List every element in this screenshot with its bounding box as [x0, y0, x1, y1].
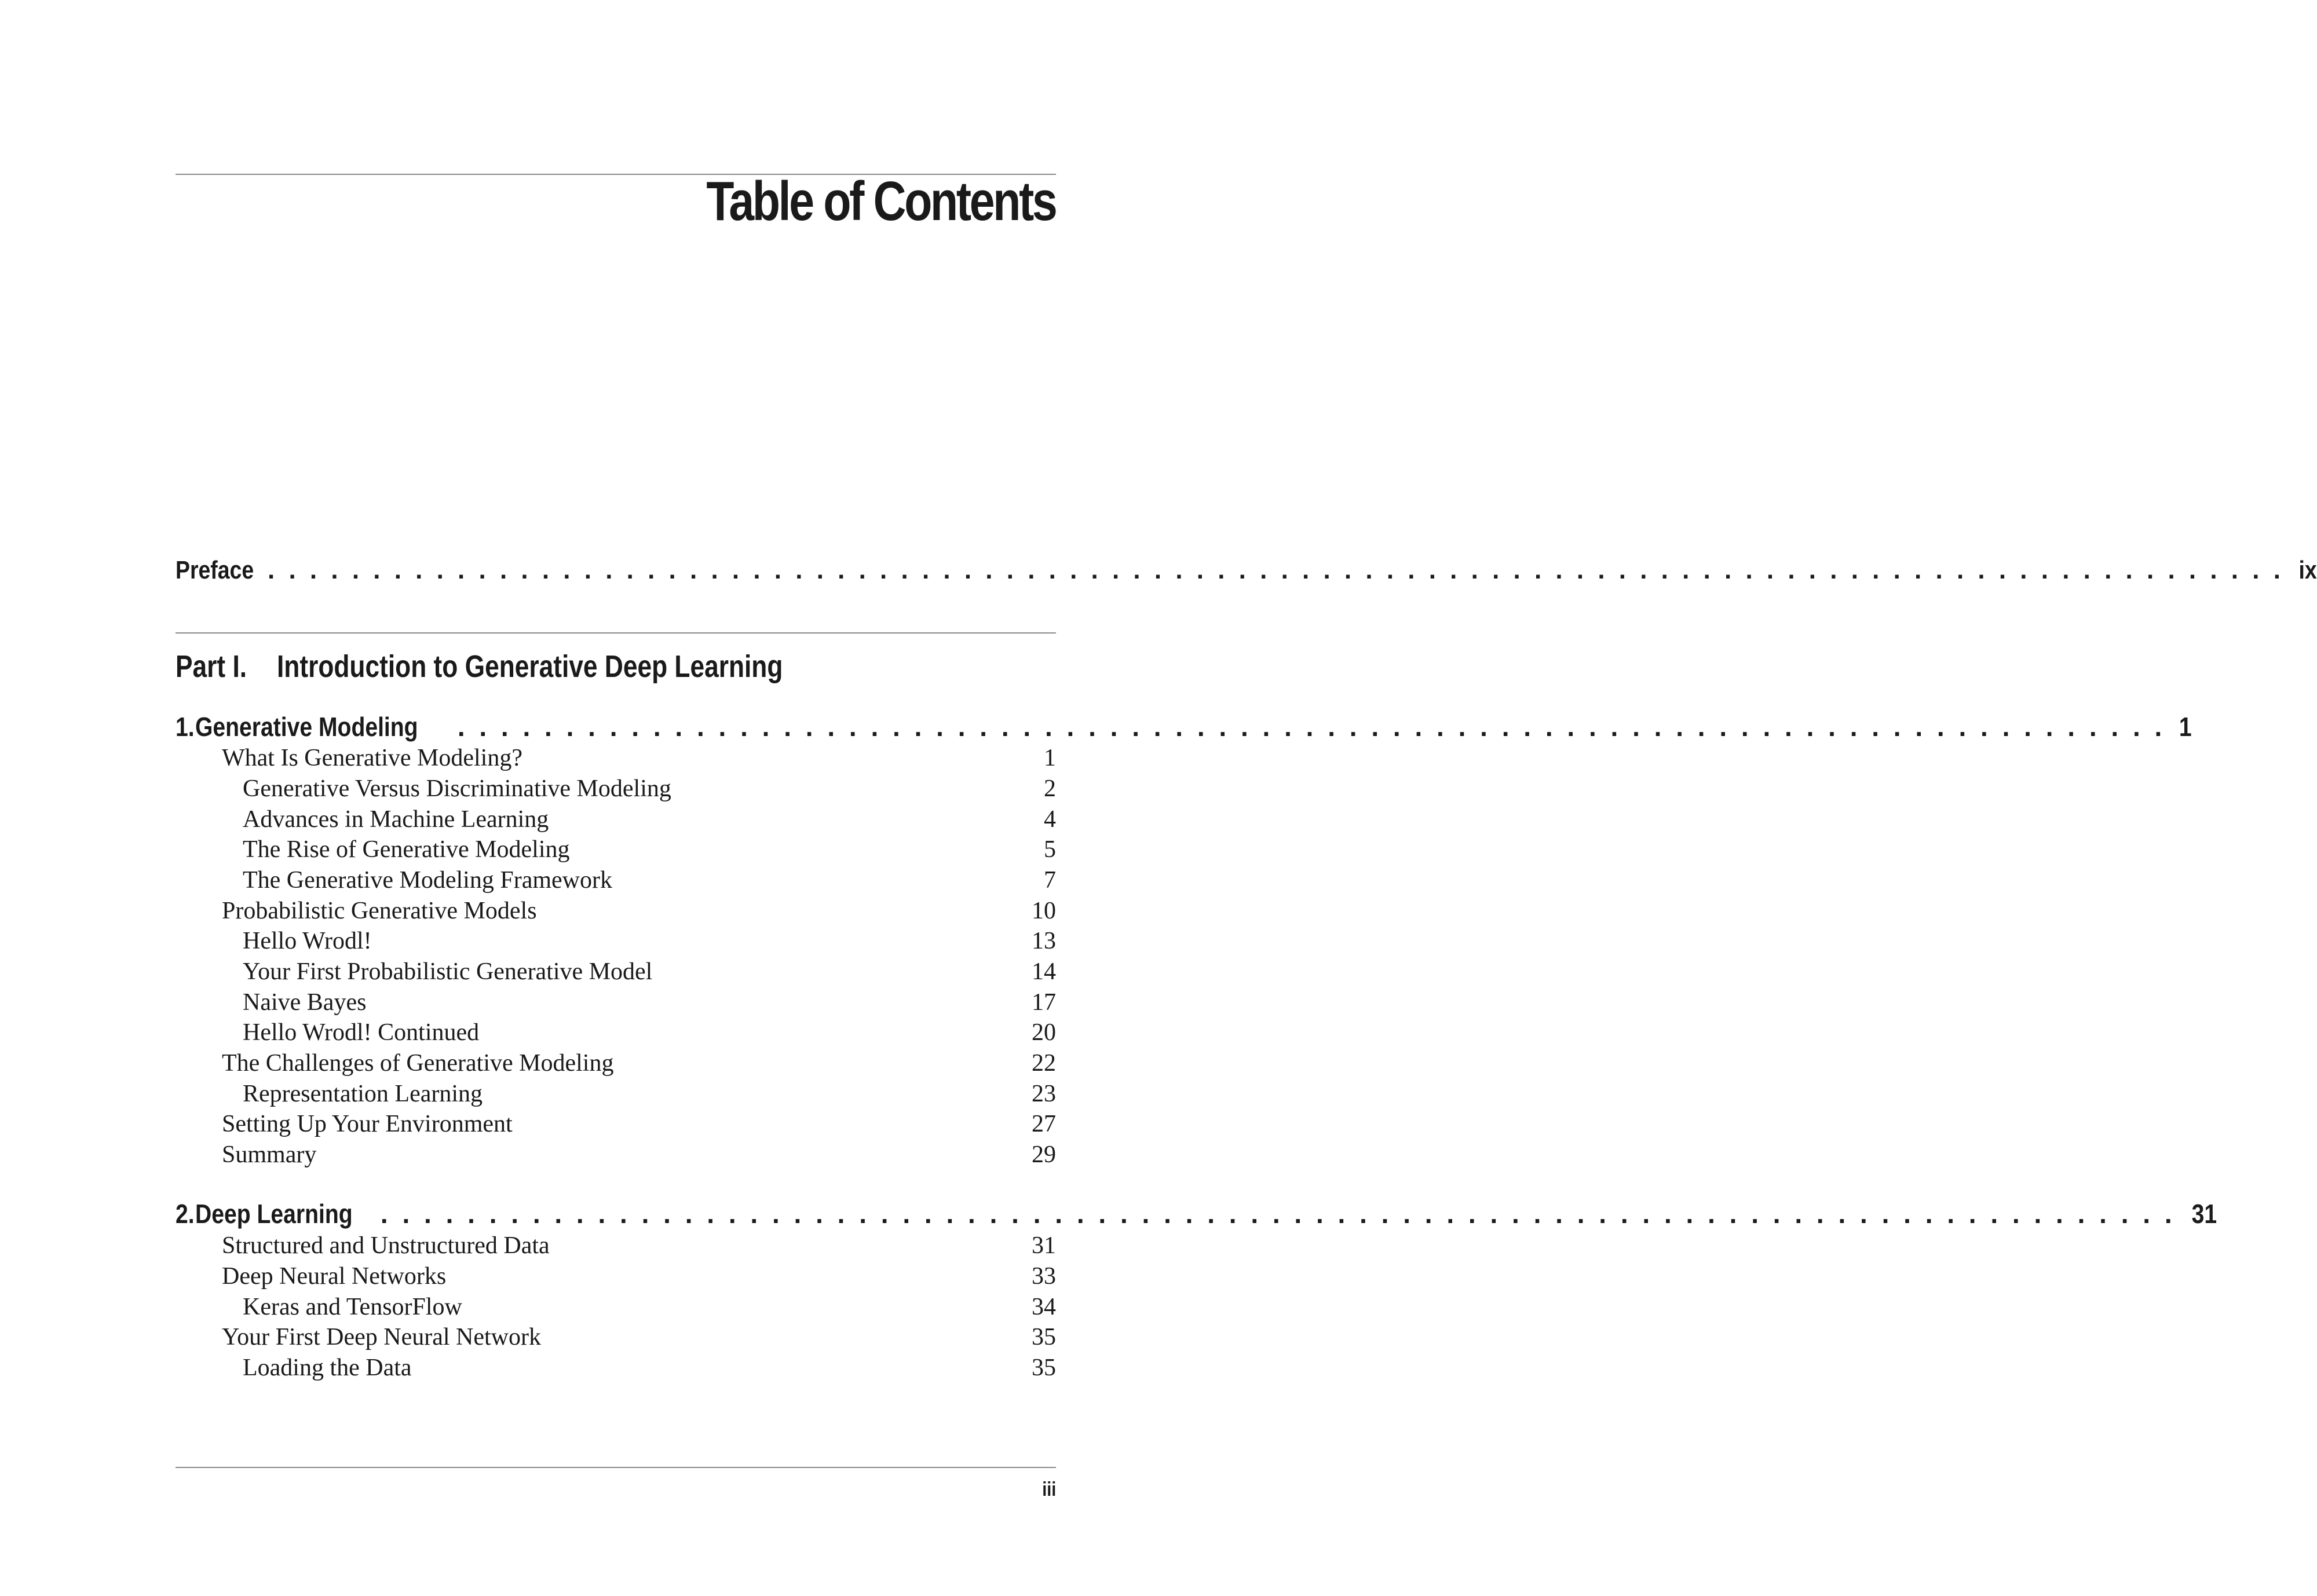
entry-title: Setting Up Your Environment — [222, 1111, 513, 1137]
chapter-number: 1. — [176, 712, 195, 742]
entry-page: 5 — [1044, 836, 1056, 863]
part-title: Introduction to Generative Deep Learning — [277, 649, 783, 684]
entry-page: 14 — [1032, 958, 1056, 985]
toc-preface-row[interactable] — [176, 556, 2317, 585]
entry-title: Your First Probabilistic Generative Model — [243, 958, 653, 985]
preface-page: ix — [2298, 556, 2317, 584]
entry-page: 22 — [1032, 1050, 1056, 1077]
chapter-title: Generative Modeling — [195, 712, 418, 742]
entry-page: 17 — [1032, 989, 1056, 1016]
entry-page: 34 — [1032, 1294, 1056, 1320]
entry-title: Deep Neural Networks — [222, 1263, 447, 1290]
entry-page: 29 — [1032, 1141, 1056, 1168]
toc-chapter-row[interactable] — [176, 1198, 2217, 1229]
entry-title: Loading the Data — [243, 1355, 412, 1381]
entry-page: 23 — [1032, 1081, 1056, 1107]
entry-title: Your First Deep Neural Network — [222, 1324, 541, 1350]
chapter-page: 1 — [2179, 712, 2192, 742]
entry-title: Naive Bayes — [243, 989, 367, 1016]
entry-title: The Generative Modeling Framework — [243, 867, 612, 894]
entry-title: The Challenges of Generative Modeling — [222, 1050, 614, 1077]
page-number: iii — [1041, 1478, 1056, 1500]
entry-title: Summary — [222, 1141, 317, 1168]
entry-title: What Is Generative Modeling? — [222, 745, 522, 771]
entry-title: Keras and TensorFlow — [243, 1294, 462, 1320]
entry-page: 20 — [1032, 1019, 1056, 1046]
entry-title: Hello Wrodl! — [243, 928, 372, 954]
entry-page: 27 — [1032, 1111, 1056, 1137]
leader-dots: . . . . . . . . . . . . . . . . . . . . . . . . . . . . . . . . . . . . . . . . . . . . . . . . . . . . . . . . . . . . . . . . . . . . . . . . . . . . . . . — [457, 712, 2166, 742]
entry-page: 2 — [1044, 775, 1056, 802]
part-rule — [176, 632, 1056, 634]
page-title: Table of Contents — [706, 170, 1056, 232]
chapter-number: 2. — [176, 1199, 195, 1229]
entry-title: Advances in Machine Learning — [243, 806, 549, 833]
leader-dots: . . . . . . . . . . . . . . . . . . . . . . . . . . . . . . . . . . . . . . . . . . . . . . . . . . . . . . . . . . . . . . . . . . . . . . . . . . . . . . . . . . . — [380, 1199, 2176, 1229]
chapter-page: 31 — [2191, 1199, 2217, 1229]
entry-page: 10 — [1032, 898, 1056, 924]
toc-chapter-row[interactable] — [176, 711, 2192, 742]
entry-title: The Rise of Generative Modeling — [243, 836, 570, 863]
part-label: Part I. — [176, 649, 247, 684]
part-heading — [176, 649, 783, 684]
leader-dots: . . . . . . . . . . . . . . . . . . . . . . . . . . . . . . . . . . . . . . . . . . . . . . . . . . . . . . . . . . . . . . . . . . . . . . . . . . . . . . . . . . . . . . . . . . . . . . . . — [268, 556, 2284, 584]
footer-rule — [176, 1467, 1056, 1468]
entry-page: 35 — [1032, 1355, 1056, 1381]
entry-page: 31 — [1032, 1232, 1056, 1259]
entry-page: 33 — [1032, 1263, 1056, 1290]
entry-title: Hello Wrodl! Continued — [243, 1019, 480, 1046]
preface-label: Preface — [176, 556, 254, 584]
chapter-title: Deep Learning — [195, 1199, 353, 1229]
entry-page: 1 — [1044, 745, 1056, 771]
entry-page: 13 — [1032, 928, 1056, 954]
entry-page: 4 — [1044, 806, 1056, 833]
entry-title: Representation Learning — [243, 1081, 483, 1107]
entry-title: Probabilistic Generative Models — [222, 898, 537, 924]
entry-page: 7 — [1044, 867, 1056, 894]
entry-page: 35 — [1032, 1324, 1056, 1350]
entry-title: Structured and Unstructured Data — [222, 1232, 550, 1259]
entry-title: Generative Versus Discriminative Modeling — [243, 775, 671, 802]
